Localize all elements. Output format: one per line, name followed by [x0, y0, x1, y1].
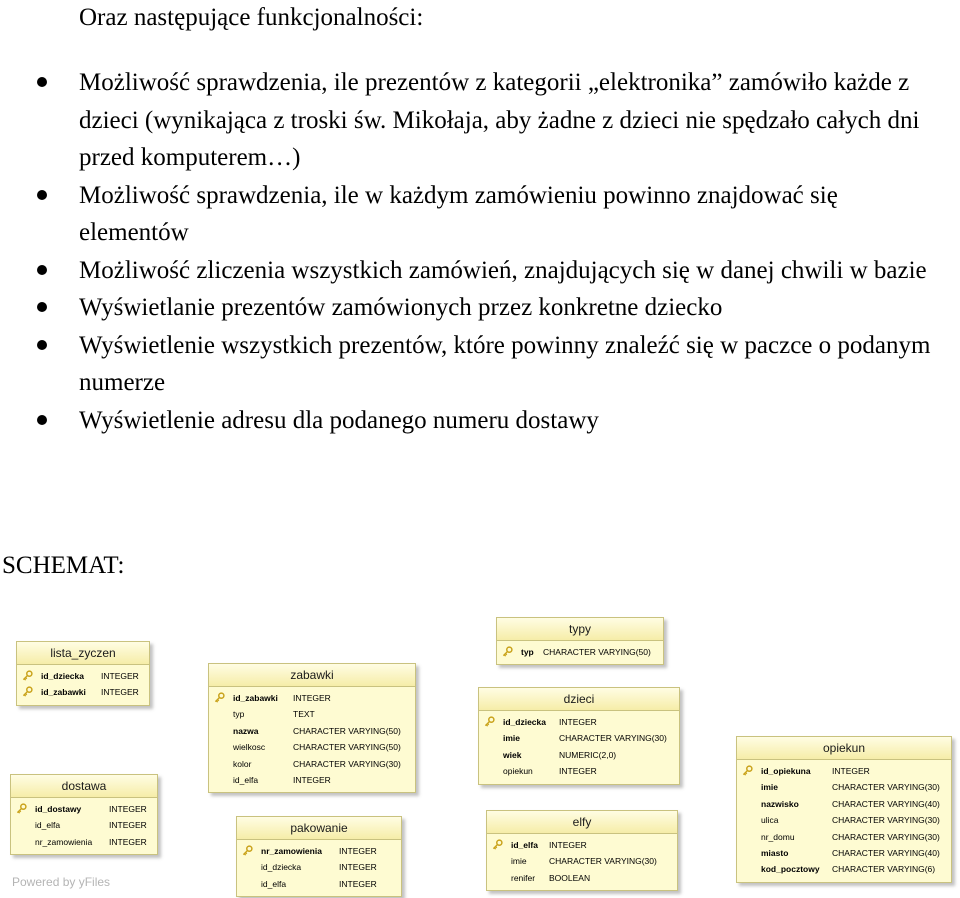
field-type: INTEGER [101, 671, 139, 681]
feature-text: Możliwość sprawdzenia, ile prezentów z kategorii „elektronika” zamówiło każde z dzieci (wynikająca z troski św. Mikołaja, aby żadne z dzieci nie spędzało całych dni przed komputerem…) [79, 69, 920, 171]
field-type: INTEGER [339, 878, 377, 889]
table-title: typy [497, 618, 663, 641]
field-type: INTEGER [549, 840, 587, 850]
feature-text: Możliwość zliczenia wszystkich zamówień, znajdujących się w danej chwili w bazie [79, 256, 927, 284]
field-type: INTEGER [559, 717, 597, 727]
field-row [17, 684, 149, 700]
schema-heading: SCHEMAT: [2, 552, 125, 579]
field-name: id_elfa [35, 820, 61, 831]
field-name: typ [233, 709, 245, 720]
bullet-icon [37, 265, 47, 275]
field-row [209, 723, 415, 739]
field-name: imie [511, 856, 527, 867]
field-row [479, 763, 679, 779]
table-dostawa [10, 774, 158, 855]
field-row [479, 730, 679, 746]
field-row [479, 714, 679, 730]
field-row [237, 859, 401, 875]
feature-text: Wyświetlenie wszystkich prezentów, które powinny znaleźć się w paczce o podanym numerze [79, 331, 931, 396]
table-title: opiekun [737, 737, 951, 760]
field-name: renifer [511, 872, 536, 883]
field-row [11, 817, 157, 833]
table-title: pakowanie [237, 817, 401, 840]
field-row [737, 829, 951, 845]
field-name: id_elfa [233, 774, 259, 785]
key-icon [484, 716, 495, 727]
field-row [479, 747, 679, 763]
table-title: elfy [487, 811, 677, 834]
table-pakowanie [236, 816, 402, 897]
table-title: dzieci [479, 688, 679, 711]
feature-item [0, 64, 952, 177]
field-type: INTEGER [293, 693, 331, 703]
field-name: id_zabawki [233, 693, 278, 703]
table-opiekun [736, 736, 952, 883]
key-icon [492, 839, 503, 850]
feature-item [0, 177, 952, 252]
field-name: id_opiekuna [761, 766, 811, 776]
field-name: nazwisko [761, 798, 799, 809]
key-icon [22, 670, 33, 681]
table-elfy [486, 810, 678, 891]
feature-text: Możliwość sprawdzenia, ile w każdym zamówieniu powinno znajdować się elementów [79, 181, 838, 246]
field-type: CHARACTER VARYING(30) [293, 758, 401, 769]
field-type: CHARACTER VARYING(40) [832, 847, 940, 858]
field-row [487, 870, 677, 886]
key-icon [22, 686, 33, 697]
field-row [487, 853, 677, 869]
feature-item [0, 289, 952, 327]
intro-text: Oraz następujące funkcjonalności: [79, 4, 424, 31]
field-type: CHARACTER VARYING(30) [549, 856, 657, 867]
field-row [11, 834, 157, 850]
table-lista-zyczen [16, 641, 150, 706]
feature-text: Wyświetlenie adresu dla podanego numeru dostawy [79, 406, 599, 434]
key-icon [742, 765, 753, 776]
field-row [737, 812, 951, 828]
field-name: id_dziecka [41, 671, 84, 681]
field-row [497, 644, 663, 660]
field-type: BOOLEAN [549, 872, 591, 883]
key-icon [16, 803, 27, 814]
field-name: opiekun [503, 766, 533, 777]
bullet-icon [37, 415, 47, 425]
field-name: imie [761, 782, 779, 793]
field-row [487, 837, 677, 853]
key-icon [502, 646, 513, 657]
field-type: INTEGER [832, 766, 870, 776]
field-name: id_elfa [511, 840, 538, 850]
field-name: nr_domu [761, 831, 795, 842]
field-name: kolor [233, 758, 252, 769]
field-type: NUMERIC(2,0) [559, 749, 617, 760]
field-row [209, 772, 415, 788]
field-type: INTEGER [293, 774, 331, 785]
field-name: ulica [761, 815, 779, 826]
field-row [209, 739, 415, 755]
field-type: CHARACTER VARYING(50) [293, 725, 401, 736]
field-row [209, 756, 415, 772]
field-row [737, 845, 951, 861]
field-type: INTEGER [101, 687, 139, 698]
bullet-icon [37, 77, 47, 87]
field-name: miasto [761, 847, 789, 858]
watermark: Powered by yFiles [12, 875, 111, 889]
field-type: CHARACTER VARYING(30) [832, 782, 940, 793]
field-type: INTEGER [339, 846, 377, 856]
field-row [737, 763, 951, 779]
field-name: nr_zamowienia [261, 846, 322, 856]
field-row [737, 861, 951, 877]
field-type: INTEGER [109, 804, 147, 814]
field-name: imie [503, 733, 521, 744]
feature-item [0, 252, 952, 290]
field-type: CHARACTER VARYING(30) [832, 831, 940, 842]
key-icon [214, 692, 225, 703]
field-type: CHARACTER VARYING(50) [543, 647, 651, 657]
field-name: id_dziecka [503, 717, 546, 727]
field-type: TEXT [293, 709, 315, 720]
field-row [11, 801, 157, 817]
bullet-icon [37, 302, 47, 312]
field-type: CHARACTER VARYING(6) [832, 864, 936, 875]
field-row [17, 668, 149, 684]
field-type: CHARACTER VARYING(30) [559, 733, 667, 744]
field-name: wielkosc [233, 742, 266, 753]
feature-item [0, 327, 952, 402]
table-title: dostawa [11, 775, 157, 798]
field-type: INTEGER [109, 820, 147, 831]
field-name: nazwa [233, 725, 259, 736]
field-type: CHARACTER VARYING(40) [832, 798, 940, 809]
table-title: zabawki [209, 664, 415, 687]
field-row [737, 779, 951, 795]
table-dzieci [478, 687, 680, 785]
feature-item [0, 402, 952, 440]
bullet-icon [37, 190, 47, 200]
field-type: INTEGER [339, 862, 377, 873]
feature-list [0, 64, 960, 439]
field-row [237, 843, 401, 859]
feature-text: Wyświetlanie prezentów zamówionych przez konkretne dziecko [79, 294, 723, 321]
field-row [737, 796, 951, 812]
field-name: id_elfa [261, 878, 287, 889]
field-type: CHARACTER VARYING(50) [293, 742, 401, 753]
field-type: INTEGER [109, 836, 147, 847]
field-row [237, 876, 401, 892]
field-row [209, 706, 415, 722]
field-name: id_zabawki [41, 687, 86, 698]
field-name: id_dostawy [35, 804, 82, 814]
bullet-icon [37, 340, 47, 350]
field-name: typ [521, 647, 534, 657]
field-type: CHARACTER VARYING(30) [832, 815, 940, 826]
field-row [209, 690, 415, 706]
field-name: kod_pocztowy [761, 864, 820, 875]
field-name: id_dziecka [261, 862, 302, 873]
field-name: nr_zamowienia [35, 836, 93, 847]
field-type: INTEGER [559, 766, 597, 777]
table-title: lista_zyczen [17, 642, 149, 665]
table-zabawki [208, 663, 416, 793]
key-icon [242, 845, 253, 856]
table-typy [496, 617, 664, 665]
field-name: wiek [503, 749, 522, 760]
